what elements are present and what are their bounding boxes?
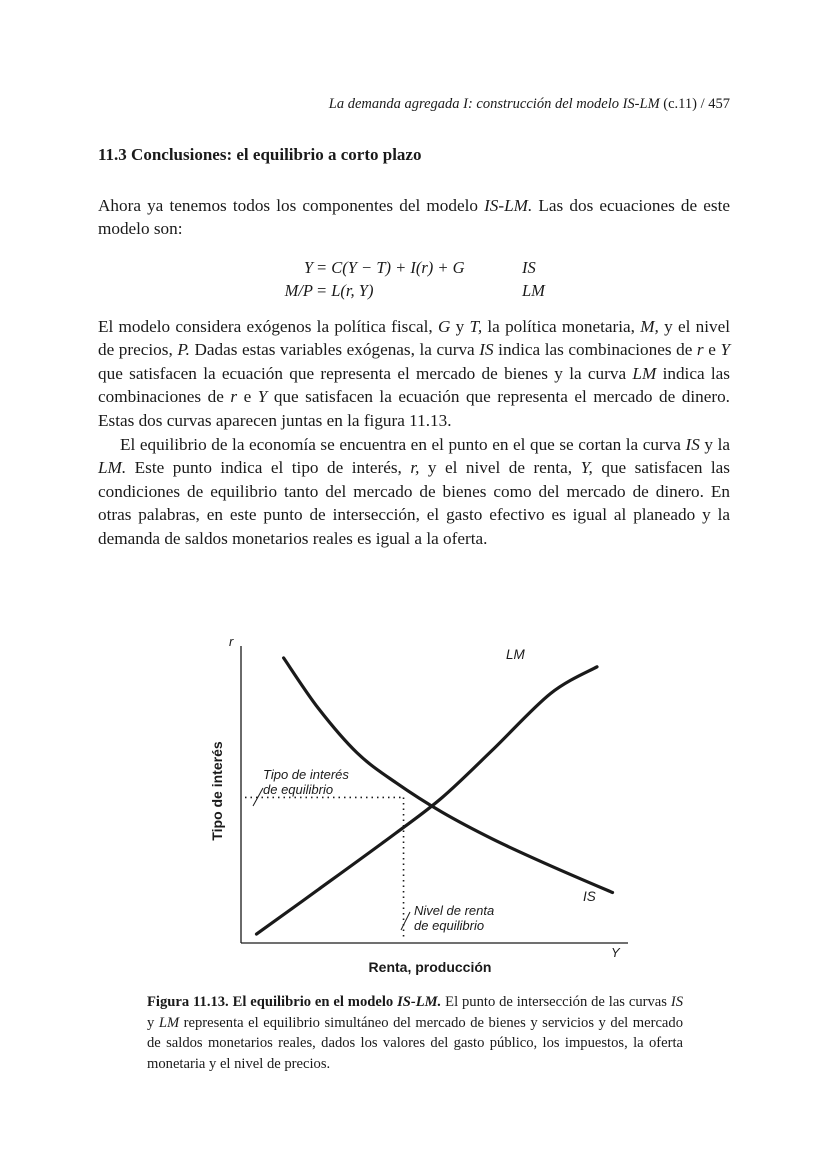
page-number: 457 <box>708 96 730 112</box>
p1-text: la política monetaria, <box>482 317 641 336</box>
p1-var: M, <box>640 317 659 336</box>
intro-model: IS-LM. <box>484 196 533 215</box>
p1-text: El modelo considera exógenos la política fiscal, <box>98 317 438 336</box>
caption-label-model: IS-LM. <box>397 994 442 1010</box>
equation-lm-tag: LM <box>522 281 545 300</box>
lm-curve-label: LM <box>506 647 525 662</box>
annotation-line: de equilibrio <box>414 918 485 933</box>
is-curve-label: IS <box>583 889 596 904</box>
equilibrium-interest-annotation <box>263 767 349 797</box>
is-lm-chart <box>200 628 640 988</box>
caption-label-text: Figura 11.13. El equilibrio en el modelo <box>147 994 398 1010</box>
p1-text: y el nivel de precios, <box>98 317 730 360</box>
figure-caption <box>147 992 683 1074</box>
intro-text-1: Ahora ya tenemos todos los componentes del modelo <box>98 196 485 215</box>
p1-var: P. <box>177 340 190 360</box>
paragraph-2 <box>98 433 730 550</box>
p2-var: r, <box>410 458 420 478</box>
annotation-line: Tipo de interés <box>263 767 349 782</box>
p1-var: IS <box>479 340 494 360</box>
running-head-title: La demanda agregada I: construcción del modelo IS-LM <box>328 96 660 112</box>
caption-var: IS <box>670 994 683 1010</box>
running-head-chapter: (c.11) <box>663 96 697 112</box>
p1-text: e <box>703 340 721 360</box>
p2-text: y el nivel de renta, <box>419 458 581 478</box>
equation-is-rhs: = C(Y − T) + I(r) + G <box>316 258 465 277</box>
y-axis-label: Tipo de interés <box>209 741 225 841</box>
p2-text: que satisfacen las condiciones de equilibrio tanto del mercado de bienes como del mercado de dinero. En otras palabras, en este punto de intersección, el gasto efectivo es igual al planeado y la demanda de saldos monetarios reales es igual a la oferta. <box>98 458 730 548</box>
caption-text: El punto de intersección de las curvas <box>441 994 671 1010</box>
annotation-line: de equilibrio <box>263 782 334 797</box>
p1-var: G <box>437 317 451 336</box>
intro-text-2: Las dos ecuaciones de este modelo son: <box>98 196 730 239</box>
p2-var: Y, <box>580 458 593 478</box>
p2-text: El equilibrio de la economía se encuentra en el punto en el que se cortan la curva <box>120 435 686 454</box>
p1-var: r <box>696 340 704 360</box>
income-annotation-pointer <box>401 912 410 930</box>
p2-text: y la <box>699 435 730 454</box>
caption-label <box>147 994 441 1010</box>
p2-text: Este punto indica el tipo de interés, <box>126 458 411 478</box>
y-axis-symbol: r <box>229 634 234 649</box>
x-axis-symbol: Y <box>611 945 620 960</box>
p1-text: e <box>237 387 258 407</box>
p2-var: LM. <box>98 458 127 478</box>
p1-text: Dadas estas variables exógenas, la curva <box>189 340 480 360</box>
caption-text: y <box>147 1014 159 1031</box>
paragraph-1 <box>98 315 730 432</box>
equation-lm-lhs: M/P <box>284 281 313 300</box>
annotation-line: Nivel de renta <box>414 903 495 918</box>
p1-var: T, <box>469 317 483 336</box>
p1-text: indica las combinaciones de <box>493 340 697 360</box>
section-heading: 11.3 Conclusiones: el equilibrio a corto plazo <box>98 145 422 164</box>
p1-text: que satisfacen la ecuación que representa el mercado de bienes y la curva <box>98 363 633 383</box>
p1-var: LM <box>632 363 657 383</box>
equilibrium-income-annotation <box>414 903 494 933</box>
p1-text: indica las combinaciones de <box>98 363 730 407</box>
equation-is-tag: IS <box>522 258 536 277</box>
x-axis-label: Renta, producción <box>368 959 492 975</box>
p1-var: Y <box>257 387 268 407</box>
is-lm-figure <box>200 628 640 988</box>
p1-text: que satisfacen la ecuación que representa el mercado de dinero. Estas dos curvas aparecen juntas en la figura 11.13. <box>98 387 730 430</box>
caption-var: LM <box>158 1014 180 1031</box>
lm-curve <box>257 667 598 934</box>
running-head <box>98 96 730 113</box>
p1-var: r <box>230 387 238 407</box>
p1-text: y <box>450 317 470 336</box>
caption-text: representa el equilibrio simultáneo del mercado de bienes y servicios y del mercado de saldos monetarios reales, dados los valores del gasto público, los impuestos, la oferta monetaria y el nivel de precios. <box>147 1014 683 1072</box>
p2-var: IS <box>685 435 700 454</box>
equation-lm-rhs: = L(r, Y) <box>316 281 374 300</box>
equation-is-lhs: Y <box>303 258 313 277</box>
p1-var: Y <box>720 340 730 360</box>
running-head-separator: / <box>700 96 705 112</box>
intro-paragraph <box>98 194 730 241</box>
